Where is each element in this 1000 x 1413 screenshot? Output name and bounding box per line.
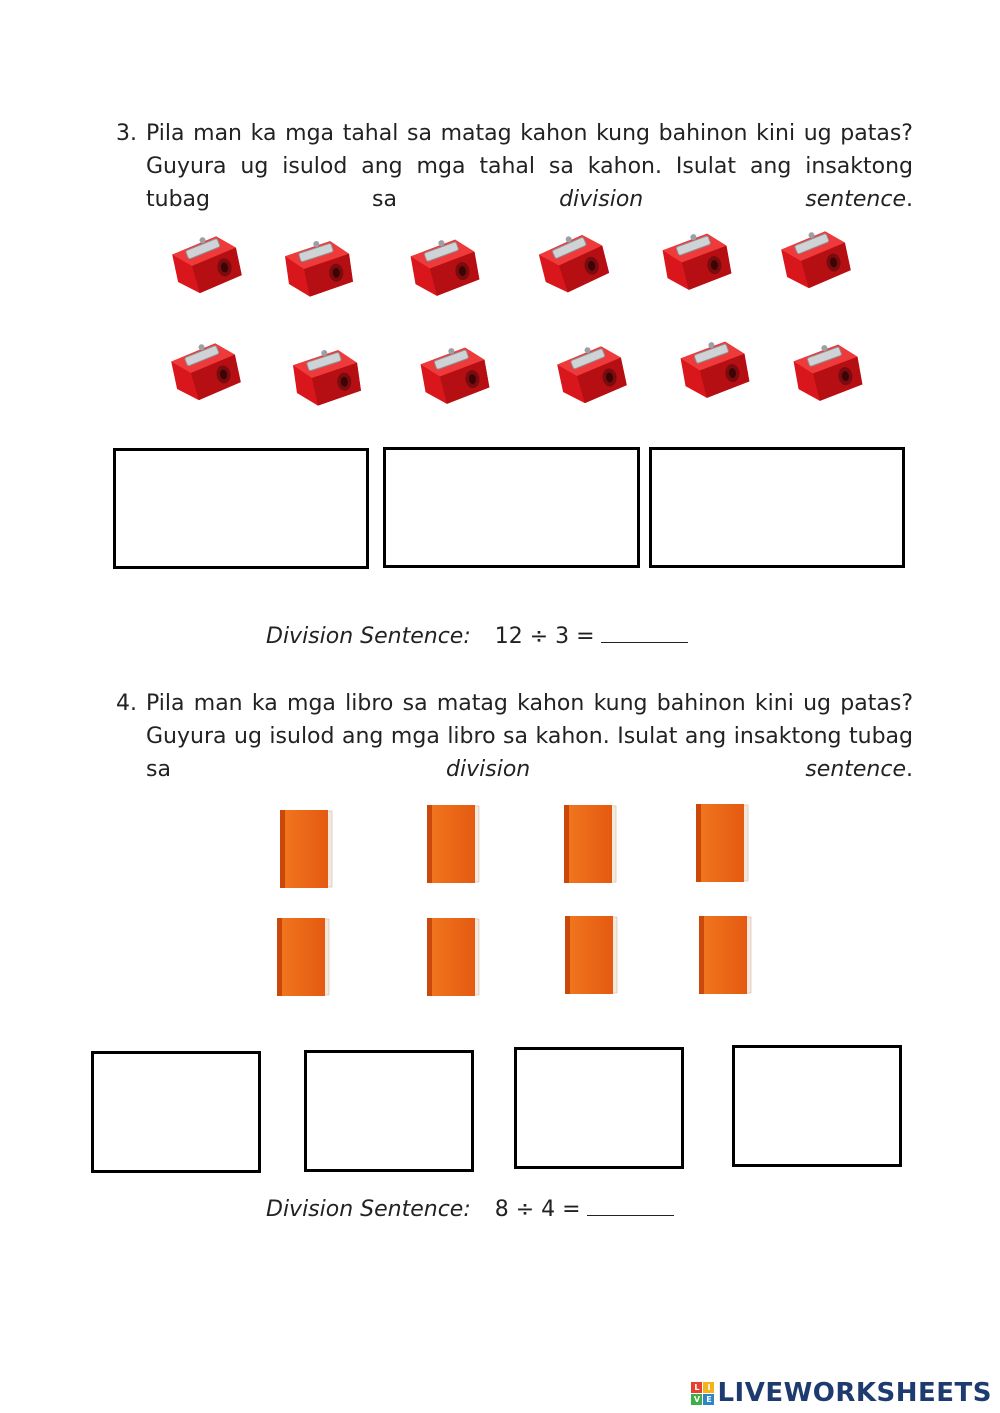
drop-box-3[interactable] <box>514 1047 684 1169</box>
book-icon[interactable] <box>562 803 620 889</box>
sharpener-icon[interactable] <box>162 332 247 412</box>
question-text-end: . <box>906 187 913 212</box>
book-icon[interactable] <box>278 808 336 894</box>
drop-box-1[interactable] <box>91 1051 261 1173</box>
logo-letter: L <box>691 1382 702 1393</box>
sharpener-icon[interactable] <box>413 337 496 415</box>
book-icon[interactable] <box>563 914 621 1000</box>
division-sentence-4 <box>266 1197 674 1222</box>
question-number: 4. <box>116 691 137 716</box>
question-text-main: Pila man ka mga tahal sa matag kahon kung bahinon kini ug patas? Guyura ug isulod ang mga tahal sa kahon. Isulat ang insaktong tubag sa <box>146 121 913 212</box>
sharpener-icon[interactable] <box>403 229 486 307</box>
sharpener-icon[interactable] <box>548 335 633 415</box>
book-icon[interactable] <box>694 802 752 888</box>
question-text <box>146 687 913 819</box>
brand-name: LIVEWORKSHEETS <box>717 1378 992 1408</box>
division-label: Division Sentence: <box>266 1197 471 1222</box>
question-number: 3. <box>116 121 137 146</box>
logo-letter: I <box>703 1382 714 1393</box>
answer-blank[interactable] <box>601 624 688 643</box>
sharpener-icon[interactable] <box>286 340 367 415</box>
question-text-italic: division sentence <box>559 187 906 212</box>
sharpener-icon[interactable] <box>655 223 738 301</box>
question-text-main: Pila man ka mga libro sa matag kahon kung bahinon kini ug patas? Guyura ug isulod ang mga libro sa kahon. Isulat ang insaktong tubag sa <box>146 691 913 782</box>
sharpener-icon[interactable] <box>278 231 359 306</box>
liveworksheets-logo <box>691 1375 992 1411</box>
sharpener-icon[interactable] <box>163 225 248 305</box>
question-text-end: . <box>906 757 914 782</box>
logo-letter: E <box>703 1394 714 1405</box>
sharpener-icon[interactable] <box>529 223 616 305</box>
logo-letter: V <box>691 1394 702 1405</box>
book-icon[interactable] <box>697 914 755 1000</box>
drop-box-4[interactable] <box>732 1045 902 1167</box>
question-4 <box>116 687 913 819</box>
drop-box-3[interactable] <box>649 447 905 568</box>
division-sentence-3 <box>266 624 688 649</box>
sharpener-icon[interactable] <box>673 331 756 409</box>
book-icon[interactable] <box>425 916 483 1002</box>
sharpener-icon[interactable] <box>772 220 857 300</box>
book-icon[interactable] <box>275 916 333 1002</box>
answer-blank[interactable] <box>587 1197 674 1216</box>
logo-icon <box>691 1382 714 1405</box>
drop-box-2[interactable] <box>383 447 640 568</box>
drop-box-2[interactable] <box>304 1050 474 1172</box>
division-label: Division Sentence: <box>266 624 471 649</box>
drop-box-1[interactable] <box>113 448 369 569</box>
division-equation: 12 ÷ 3 = <box>494 624 595 649</box>
sharpener-icon[interactable] <box>786 334 869 412</box>
book-icon[interactable] <box>425 803 483 889</box>
question-text-italic: division sentence <box>446 757 907 782</box>
division-equation: 8 ÷ 4 = <box>494 1197 581 1222</box>
